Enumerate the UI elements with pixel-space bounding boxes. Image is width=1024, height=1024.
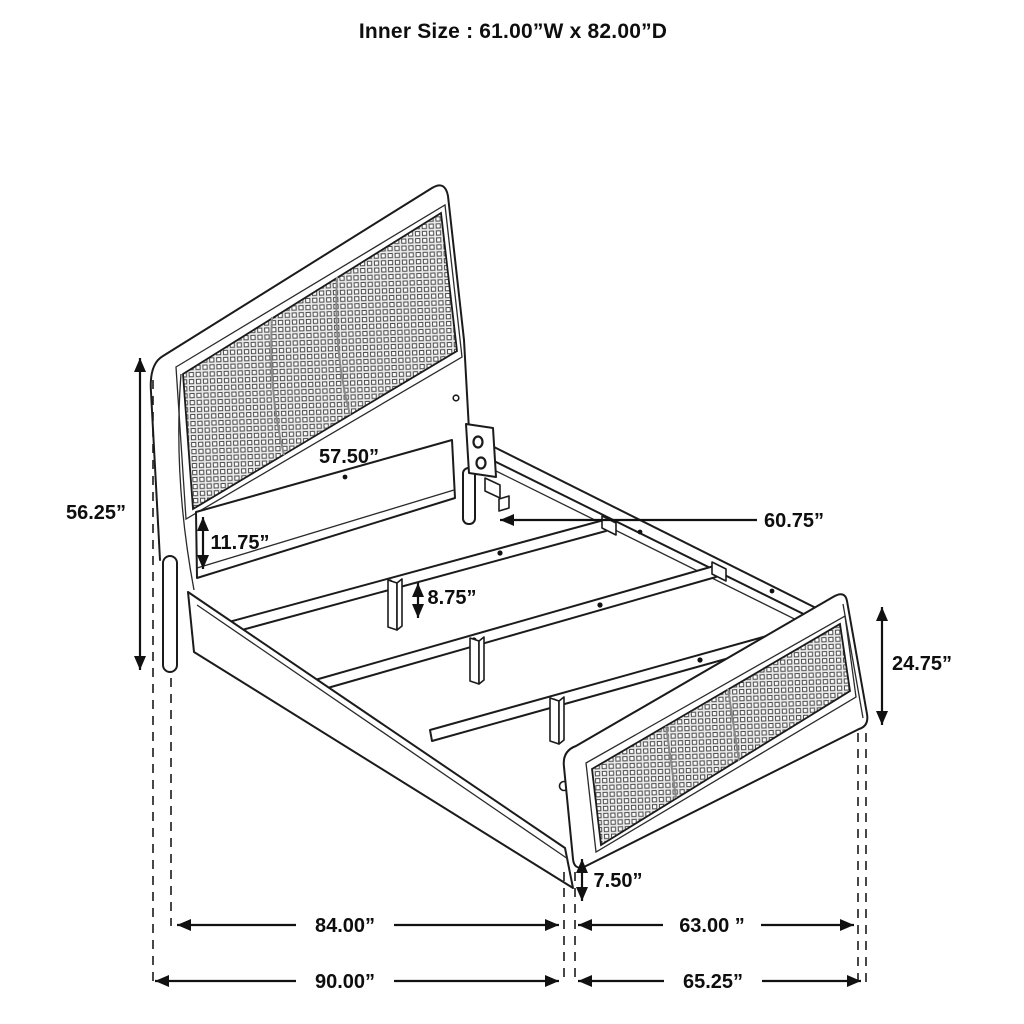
support-leg	[388, 579, 402, 630]
label-headboard-height: 56.25”	[65, 502, 127, 524]
support-leg	[470, 637, 484, 684]
label-support-leg-height: 8.75”	[427, 587, 477, 609]
rail-bracket-tab	[499, 496, 509, 511]
footboard	[564, 594, 868, 867]
screw-dot	[638, 530, 643, 535]
support-leg	[550, 697, 564, 744]
label-rail-height: 11.75”	[210, 532, 270, 554]
label-side-rail-length: 84.00”	[314, 915, 376, 937]
headboard-right-leg	[463, 468, 475, 524]
label-overall-length: 90.00”	[314, 971, 376, 993]
rail-end-cap	[485, 478, 500, 498]
label-footboard-height: 24.75”	[891, 653, 953, 675]
label-headboard-rail-length: 57.50”	[318, 446, 380, 468]
bracket-hole	[477, 458, 486, 469]
headboard-left-leg	[163, 556, 177, 672]
label-footboard-leg-height: 7.50”	[593, 870, 643, 892]
screw-dot	[770, 589, 775, 594]
bracket-hole	[474, 437, 483, 448]
near-side-rail	[188, 592, 573, 888]
diagram-title: Inner Size : 61.00”W x 82.00”D	[358, 20, 668, 43]
screw	[453, 395, 459, 401]
label-footboard-overall-width: 65.25”	[682, 971, 744, 993]
label-footboard-span: 63.00 ”	[679, 915, 745, 937]
label-slat-length: 60.75”	[764, 510, 825, 532]
